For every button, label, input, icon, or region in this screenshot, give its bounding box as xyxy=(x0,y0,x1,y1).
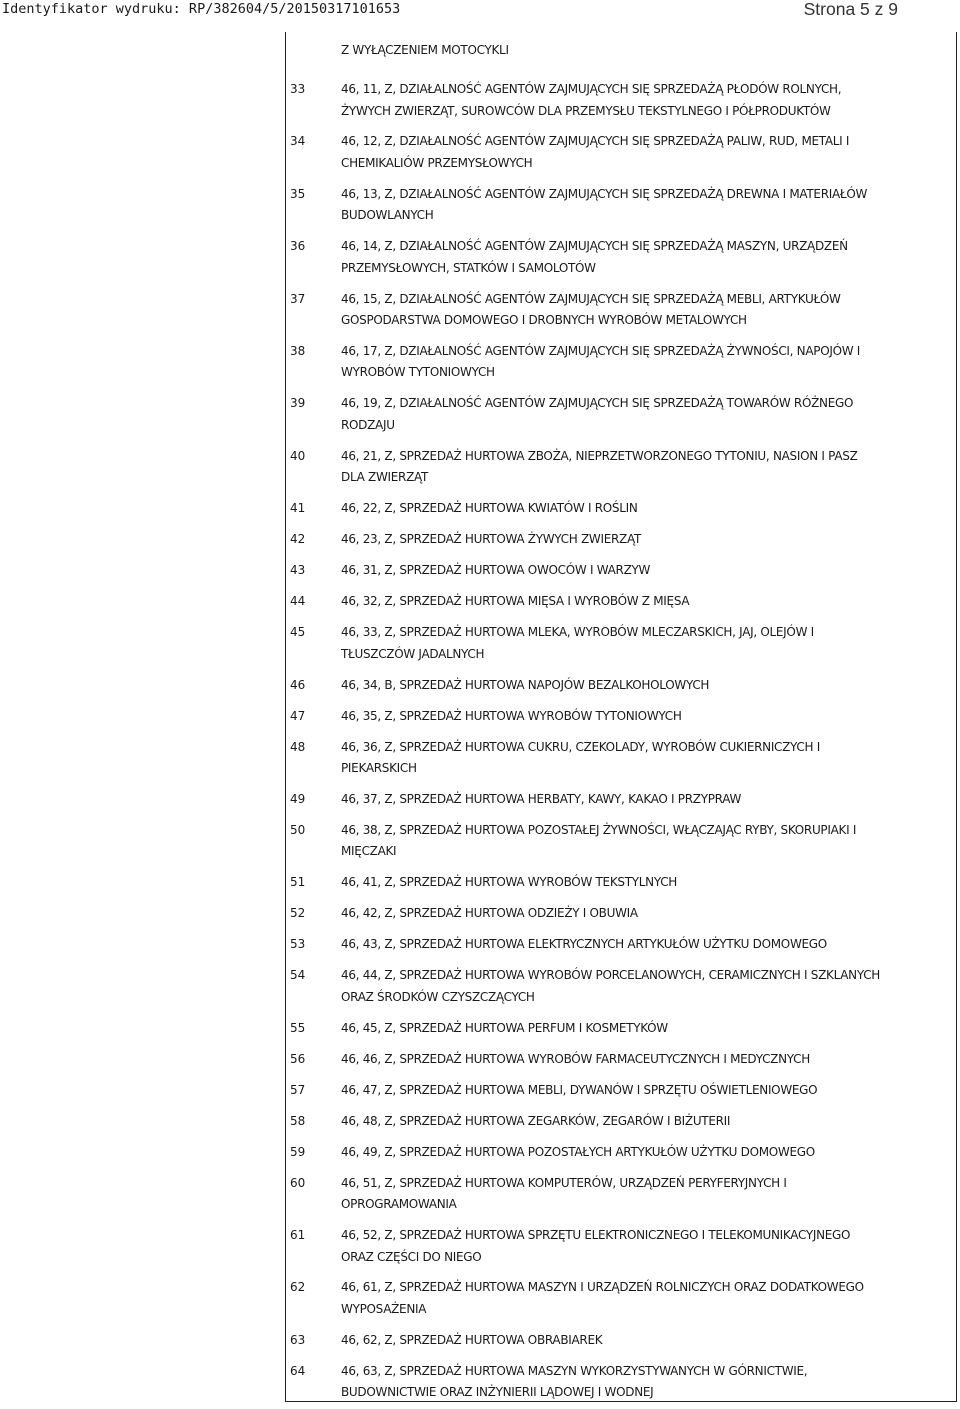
pkd-activity-table xyxy=(285,32,957,1402)
table-row xyxy=(286,556,956,587)
page-number: Strona 5 z 9 xyxy=(803,0,898,19)
table-row xyxy=(286,337,956,389)
row-description: 46, 63, Z, SPRZEDAŻ HURTOWA MASZYN WYKORZYSTYWANYCH W GÓRNICTWIE, BUDOWNICTWIE ORAZ INŻYNIERII LĄDOWEJ I WODNEJ xyxy=(341,1363,808,1400)
table-row xyxy=(286,75,956,127)
row-number: 58 xyxy=(290,1113,306,1128)
row-description: 46, 23, Z, SPRZEDAŻ HURTOWA ŻYWYCH ZWIERZĄT xyxy=(341,532,641,547)
table-row xyxy=(286,1273,956,1325)
table-row xyxy=(286,868,956,899)
table-row xyxy=(286,961,956,1013)
row-number: 48 xyxy=(290,739,306,754)
row-description: 46, 49, Z, SPRZEDAŻ HURTOWA POZOSTAŁYCH ARTYKUŁÓW UŻYTKU DOMOWEGO xyxy=(341,1144,815,1159)
row-description: 46, 12, Z, DZIAŁALNOŚĆ AGENTÓW ZAJMUJĄCYCH SIĘ SPRZEDAŻĄ PALIW, RUD, METALI I CHEMIKALIÓW PRZEMYSŁOWYCH xyxy=(341,134,850,170)
row-description: 46, 19, Z, DZIAŁALNOŚĆ AGENTÓW ZAJMUJĄCYCH SIĘ SPRZEDAŻĄ TOWARÓW RÓŻNEGO RODZAJU xyxy=(341,396,854,432)
row-number: 57 xyxy=(290,1082,306,1097)
row-description: 46, 43, Z, SPRZEDAŻ HURTOWA ELEKTRYCZNYCH ARTYKUŁÓW UŻYTKU DOMOWEGO xyxy=(341,937,827,952)
table-row xyxy=(286,587,956,618)
row-number: 35 xyxy=(290,186,306,201)
row-description: 46, 46, Z, SPRZEDAŻ HURTOWA WYROBÓW FARMACEUTYCZNYCH I MEDYCZNYCH xyxy=(341,1051,810,1066)
row-number: 54 xyxy=(290,968,306,983)
table-row xyxy=(286,1357,956,1409)
table-row xyxy=(286,232,956,284)
table-row xyxy=(286,671,956,702)
row-number: 41 xyxy=(290,501,306,516)
row-description: 46, 22, Z, SPRZEDAŻ HURTOWA KWIATÓW I ROŚLIN xyxy=(341,501,638,516)
row-number: 52 xyxy=(290,906,306,921)
row-description: 46, 35, Z, SPRZEDAŻ HURTOWA WYROBÓW TYTONIOWYCH xyxy=(341,708,682,723)
row-description: 46, 36, Z, SPRZEDAŻ HURTOWA CUKRU, CZEKOLADY, WYROBÓW CUKIERNICZYCH I PIEKARSKICH xyxy=(341,739,820,776)
continued-row-text: Z WYŁĄCZENIEM MOTOCYKLI xyxy=(341,43,509,57)
row-number: 60 xyxy=(290,1175,306,1190)
row-description: 46, 42, Z, SPRZEDAŻ HURTOWA ODZIEŻY I OBUWIA xyxy=(341,906,638,921)
row-number: 50 xyxy=(290,822,306,837)
print-header xyxy=(0,0,960,20)
row-number: 51 xyxy=(290,875,306,890)
table-row xyxy=(286,494,956,525)
table-row xyxy=(286,525,956,556)
row-number: 37 xyxy=(290,291,306,306)
table-row xyxy=(286,285,956,337)
table-row xyxy=(286,180,956,232)
row-number: 38 xyxy=(290,343,306,358)
row-number: 49 xyxy=(290,791,306,806)
row-number: 39 xyxy=(290,396,306,411)
table-row xyxy=(286,1326,956,1357)
row-number: 40 xyxy=(290,448,306,463)
row-number: 56 xyxy=(290,1051,306,1066)
table-row xyxy=(286,442,956,494)
table-row xyxy=(286,1076,956,1107)
row-number: 43 xyxy=(290,563,306,578)
row-number: 62 xyxy=(290,1280,306,1295)
row-description: 46, 11, Z, DZIAŁALNOŚĆ AGENTÓW ZAJMUJĄCYCH SIĘ SPRZEDAŻĄ PŁODÓW ROLNYCH, ŻYWYCH ZWIERZĄT, SUROWCÓW DLA PRZEMYSŁU TEKSTYLNEGO I PÓŁPRODUKTÓW xyxy=(341,82,842,118)
table-rows xyxy=(286,75,956,1409)
table-row xyxy=(286,1221,956,1273)
table-row xyxy=(286,389,956,441)
table-row xyxy=(286,127,956,179)
row-description: 46, 38, Z, SPRZEDAŻ HURTOWA POZOSTAŁEJ ŻYWNOŚCI, WŁĄCZAJĄC RYBY, SKORUPIAKI I MIĘCZAKI xyxy=(341,822,857,859)
table-row xyxy=(286,930,956,961)
row-number: 34 xyxy=(290,134,306,149)
row-description: 46, 37, Z, SPRZEDAŻ HURTOWA HERBATY, KAWY, KAKAO I PRZYPRAW xyxy=(341,791,742,806)
table-row xyxy=(286,733,956,785)
row-description: 46, 62, Z, SPRZEDAŻ HURTOWA OBRABIAREK xyxy=(341,1332,603,1347)
row-number: 42 xyxy=(290,532,306,547)
row-number: 61 xyxy=(290,1228,306,1243)
table-row xyxy=(286,1045,956,1076)
row-number: 33 xyxy=(290,82,306,96)
table-row xyxy=(286,816,956,868)
row-description: 46, 48, Z, SPRZEDAŻ HURTOWA ZEGARKÓW, ZEGARÓW I BIŻUTERII xyxy=(341,1113,731,1128)
row-description: 46, 52, Z, SPRZEDAŻ HURTOWA SPRZĘTU ELEKTRONICZNEGO I TELEKOMUNIKACYJNEGO ORAZ CZĘŚCI DO NIEGO xyxy=(341,1228,851,1264)
table-row xyxy=(286,1107,956,1138)
row-description: 46, 34, B, SPRZEDAŻ HURTOWA NAPOJÓW BEZALKOHOLOWYCH xyxy=(341,677,710,692)
row-description: 46, 13, Z, DZIAŁALNOŚĆ AGENTÓW ZAJMUJĄCYCH SIĘ SPRZEDAŻĄ DREWNA I MATERIAŁÓW BUDOWLANYCH xyxy=(341,186,868,223)
row-description: 46, 44, Z, SPRZEDAŻ HURTOWA WYROBÓW PORCELANOWYCH, CERAMICZNYCH I SZKLANYCH ORAZ ŚRODKÓW CZYSZCZĄCYCH xyxy=(341,968,881,1004)
row-description: 46, 14, Z, DZIAŁALNOŚĆ AGENTÓW ZAJMUJĄCYCH SIĘ SPRZEDAŻĄ MASZYN, URZĄDZEŃ PRZEMYSŁOWYCH, STATKÓW I SAMOLOTÓW xyxy=(341,239,848,275)
row-description: 46, 15, Z, DZIAŁALNOŚĆ AGENTÓW ZAJMUJĄCYCH SIĘ SPRZEDAŻĄ MEBLI, ARTYKUŁÓW GOSPODARSTWA DOMOWEGO I DROBNYCH WYROBÓW METALOWYCH xyxy=(341,291,841,328)
row-description: 46, 32, Z, SPRZEDAŻ HURTOWA MIĘSA I WYROBÓW Z MIĘSA xyxy=(341,594,690,609)
row-description: 46, 41, Z, SPRZEDAŻ HURTOWA WYROBÓW TEKSTYLNYCH xyxy=(341,875,678,890)
row-number: 53 xyxy=(290,937,306,952)
row-number: 46 xyxy=(290,677,306,692)
row-description: 46, 31, Z, SPRZEDAŻ HURTOWA OWOCÓW I WARZYW xyxy=(341,563,651,578)
table-row xyxy=(286,1014,956,1045)
row-description: 46, 51, Z, SPRZEDAŻ HURTOWA KOMPUTERÓW, URZĄDZEŃ PERYFERYJNYCH I OPROGRAMOWANIA xyxy=(341,1175,787,1212)
table-row xyxy=(286,618,956,670)
row-description: 46, 45, Z, SPRZEDAŻ HURTOWA PERFUM I KOSMETYKÓW xyxy=(341,1020,668,1035)
table-row xyxy=(286,899,956,930)
table-row xyxy=(286,1169,956,1221)
table-row xyxy=(286,1138,956,1169)
print-identifier: Identyfikator wydruku: RP/382604/5/20150317101653 xyxy=(2,1,401,17)
row-number: 47 xyxy=(290,708,306,723)
row-number: 44 xyxy=(290,594,306,609)
row-description: 46, 21, Z, SPRZEDAŻ HURTOWA ZBOŻA, NIEPRZETWORZONEGO TYTONIU, NASION I PASZ DLA ZWIERZĄT xyxy=(341,448,858,485)
row-description: 46, 47, Z, SPRZEDAŻ HURTOWA MEBLI, DYWANÓW I SPRZĘTU OŚWIETLENIOWEGO xyxy=(341,1082,818,1097)
row-number: 45 xyxy=(290,625,306,640)
row-number: 55 xyxy=(290,1020,306,1035)
row-number: 64 xyxy=(290,1363,306,1378)
table-row xyxy=(286,785,956,816)
row-number: 59 xyxy=(290,1144,306,1159)
row-description: 46, 61, Z, SPRZEDAŻ HURTOWA MASZYN I URZĄDZEŃ ROLNICZYCH ORAZ DODATKOWEGO WYPOSAŻENIA xyxy=(341,1280,864,1316)
row-description: 46, 33, Z, SPRZEDAŻ HURTOWA MLEKA, WYROBÓW MLECZARSKICH, JAJ, OLEJÓW I TŁUSZCZÓW JADALNYCH xyxy=(341,625,814,661)
table-row xyxy=(286,702,956,733)
row-number: 36 xyxy=(290,239,306,254)
row-number: 63 xyxy=(290,1332,306,1347)
row-description: 46, 17, Z, DZIAŁALNOŚĆ AGENTÓW ZAJMUJĄCYCH SIĘ SPRZEDAŻĄ ŻYWNOŚCI, NAPOJÓW I WYROBÓW TYTONIOWYCH xyxy=(341,343,861,380)
